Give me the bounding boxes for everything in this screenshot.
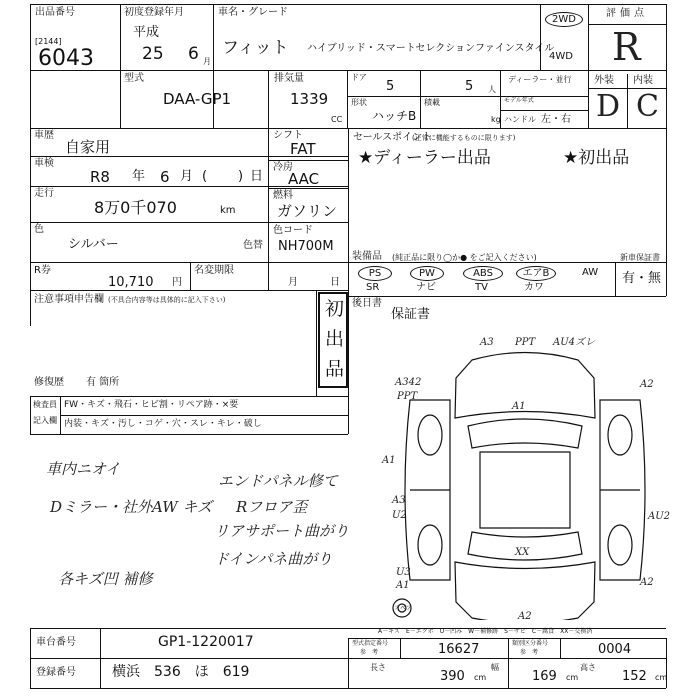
dmg-rear-bumper: A2 <box>518 611 532 622</box>
equip-abs: ABS <box>463 266 503 281</box>
fuel-value: ガソリン <box>277 202 338 220</box>
rule <box>400 638 401 658</box>
length-unit: cm <box>474 673 487 682</box>
shift-value: FAT <box>290 140 316 158</box>
score-exterior: D <box>596 89 621 124</box>
rule <box>30 434 348 435</box>
first-listing-stamp <box>318 292 348 388</box>
dmg-left-front-2: PPT <box>397 391 418 402</box>
dmg-front-3: AU4ズレ <box>553 337 596 348</box>
remark-1: 車内ニオイ <box>46 460 121 478</box>
stamp-char-2: 出 <box>325 328 345 350</box>
drive-2wd: 2WD <box>545 12 583 27</box>
rule <box>348 296 666 297</box>
rule <box>268 188 348 189</box>
car-name-label: 車名・グレード <box>218 7 288 18</box>
warranty-label: 新車保証書 <box>620 253 660 262</box>
car-name: フィット <box>222 38 289 58</box>
displacement-label: 排気量 <box>274 73 304 84</box>
rule <box>348 396 349 434</box>
inspection-day-open: ( <box>202 169 208 184</box>
interior-label: 内装 <box>633 75 653 86</box>
inspection-era: R8 <box>90 168 110 186</box>
diagram-windshield <box>468 419 582 448</box>
plate-value: 横浜 536 ほ 619 <box>112 664 250 680</box>
recycle-label: R券 <box>34 265 51 276</box>
rule <box>347 70 348 128</box>
rule <box>213 4 214 128</box>
rule <box>588 4 589 128</box>
notes-sub: (不具合内容等は具体的に記入下さい) <box>108 296 226 304</box>
reg-year: 25 <box>142 44 164 64</box>
drive-4wd: 4WD <box>549 51 573 62</box>
inspection-label: 車検 <box>34 158 54 169</box>
rule <box>666 4 667 132</box>
rule <box>560 638 561 658</box>
mileage-value: 8万0千070 <box>94 198 177 217</box>
checker-label-2: 記入欄 <box>33 416 57 425</box>
score-label: 評価点 <box>606 8 648 19</box>
equip-leather: カワ <box>524 282 544 293</box>
diagram-wheel <box>418 525 442 565</box>
rule <box>30 396 31 434</box>
sales-point-2: ★初出品 <box>563 148 630 168</box>
sales-label: セールスポイント <box>353 132 433 143</box>
dmg-windshield: A1 <box>512 401 526 412</box>
doors-value: 5 <box>386 79 395 94</box>
equip-pw: PW <box>410 266 444 281</box>
load-unit: kg <box>491 115 501 124</box>
checker-label-1: 検査員 <box>33 400 57 409</box>
model-label: 型式 <box>124 73 144 84</box>
model-year-label: モデル年式 <box>504 97 534 104</box>
color-code-value: NH700M <box>278 239 334 254</box>
dmg-front-2: PPT <box>515 337 536 348</box>
rule <box>30 628 31 688</box>
reg-month-unit: 月 <box>203 57 211 66</box>
warranty-value: 有・無 <box>622 271 662 286</box>
dmg-rear-right: A2 <box>640 577 654 588</box>
repair-value: 有 箇所 <box>86 377 120 388</box>
notes-label: 注意事項申告欄 <box>34 294 104 305</box>
inspection-year-unit: 年 <box>132 169 146 184</box>
sales-point-1: ★ディーラー出品 <box>358 148 491 168</box>
dmg-rear-left-2: A1 <box>396 580 410 591</box>
equipment-note: (純正品に限り◯か● をご記入ください) <box>392 253 537 262</box>
color-change-label: 色替 <box>243 240 263 251</box>
checker-row-1: FW・キズ・飛石・ヒビ割・リペア跡・×要 <box>64 400 239 410</box>
rule <box>30 4 31 326</box>
remark-3: エンドパネル修て <box>218 472 338 490</box>
dmg-right-rear: AU2 <box>648 511 671 522</box>
rule <box>30 4 666 5</box>
equip-aw: AW <box>582 267 599 278</box>
inspection-day-unit: 日 <box>250 169 264 184</box>
height-value: 152 <box>622 669 647 684</box>
rule <box>540 4 541 70</box>
length-label: 長さ <box>370 663 386 672</box>
diagram-wheel <box>418 415 442 455</box>
reg-month: 6 <box>188 44 199 64</box>
rule <box>30 396 348 397</box>
rule <box>268 70 269 128</box>
rule <box>508 638 509 688</box>
rule <box>666 128 667 296</box>
color-label: 色 <box>34 224 44 235</box>
chassis-label: 車台番号 <box>36 637 76 648</box>
score-interior: C <box>636 89 659 124</box>
doors-label: ドア <box>351 73 367 82</box>
rule <box>500 110 588 111</box>
equip-navi: ナビ <box>416 282 436 293</box>
equip-ps: PS <box>358 266 392 281</box>
stamp-char-3: 品 <box>325 358 345 380</box>
color-value: シルバー <box>68 237 119 252</box>
rule <box>30 222 348 223</box>
lot-code: [2144] <box>35 37 62 46</box>
shape-value: ハッチB <box>372 109 417 123</box>
length-value: 390 <box>440 669 465 684</box>
rule <box>60 415 348 416</box>
height-label: 高さ <box>580 663 596 672</box>
diagram-wheel <box>608 525 632 565</box>
dealer-label: ディーラー・並行 <box>508 75 572 84</box>
rule <box>316 290 317 396</box>
chassis-value: GP1-1220017 <box>158 634 254 650</box>
remark-2: Dミラー・社外AW キズ <box>50 498 213 516</box>
checker-row-2: 内装・キズ・汚し・コゲ・穴・スレ・キレ・破し <box>64 419 262 429</box>
model-no-value: 16627 <box>438 642 480 657</box>
category-value: 0004 <box>598 642 632 657</box>
ac-label: 冷房 <box>273 162 293 173</box>
dmg-rear-glass: XX <box>515 547 530 558</box>
spare-label: スペア <box>394 605 413 612</box>
load-label: 積載 <box>424 98 440 107</box>
rule <box>347 96 588 97</box>
dmg-rear-left-1: U3 <box>396 567 411 578</box>
score-overall: R <box>612 25 641 69</box>
history-label: 車歴 <box>34 130 54 141</box>
shift-label: シフト <box>273 130 303 141</box>
shape-label: 形状 <box>351 98 367 107</box>
equip-sr: SR <box>366 282 380 293</box>
rule <box>268 160 348 161</box>
model-no-label: 型式指定番号 <box>352 640 389 647</box>
reg-era: 平成 <box>133 25 160 40</box>
color-code-label: 色コード <box>273 225 313 236</box>
name-change-month: 月 <box>288 277 298 288</box>
remark-4: Rフロア歪 <box>236 498 308 516</box>
inspection-month: 6 <box>160 168 170 186</box>
rule <box>348 638 349 688</box>
later-doc-value: 保証書 <box>391 307 431 322</box>
mileage-unit: km <box>220 205 236 216</box>
dmg-left-rear-1: A3 <box>392 495 406 506</box>
dmg-left-rear-2: U2 <box>392 510 407 521</box>
recycle-value: 10,710 <box>108 275 154 290</box>
category-label: 類別区分番号 <box>512 640 549 647</box>
displacement-unit: CC <box>331 115 343 124</box>
equipment-label: 装備品 <box>352 251 382 262</box>
height-unit: cm <box>655 673 668 682</box>
later-doc-label: 後日書 <box>352 298 382 309</box>
car-grade: ハイブリッド・スマートセレクションファインスタイル <box>307 43 555 54</box>
capacity-unit: 人 <box>488 85 496 94</box>
remark-6: ドインパネ曲がり <box>214 550 333 568</box>
lot-number: 6043 <box>38 46 94 71</box>
ac-value: AAC <box>288 170 320 188</box>
inspection-day-close: ) <box>238 169 244 184</box>
handle-value: 左・右 <box>541 114 571 125</box>
dmg-front-1: A3 <box>480 337 494 348</box>
remark-5: リアサポート曲がり <box>214 522 350 540</box>
repair-label: 修復歴 <box>34 377 64 388</box>
rule <box>348 638 666 639</box>
stamp-char-1: 初 <box>325 298 345 320</box>
reg-date-label: 初度登録年月 <box>124 7 184 18</box>
rule <box>120 4 121 128</box>
lot-label: 出品番号 <box>35 7 75 18</box>
remark-7: 各キズ凹 補修 <box>58 570 153 588</box>
rule <box>420 70 421 128</box>
model-no-ref: 参 考 <box>360 649 379 656</box>
rule <box>100 628 101 688</box>
diagram-wheel <box>608 415 632 455</box>
capacity-value: 5 <box>465 79 474 94</box>
history-value: 自家用 <box>65 138 111 156</box>
sales-note: (正常に機能するものに限ります) <box>412 134 516 142</box>
recycle-unit: 円 <box>172 277 182 288</box>
legend: A－キズ E－エクボ U－凹み W－補修跡 S－サビ C－腐食 XX－交換済 <box>378 628 593 635</box>
width-unit: cm <box>566 673 579 682</box>
mileage-label: 走行 <box>34 188 54 199</box>
name-change-day: 日 <box>330 277 340 288</box>
name-change-label: 名変期限 <box>194 265 234 276</box>
width-label: 幅 <box>491 663 499 672</box>
rule <box>30 290 348 291</box>
fuel-label: 燃料 <box>273 190 293 201</box>
rule <box>190 262 191 290</box>
rule <box>615 262 616 296</box>
plate-label: 登録番号 <box>36 667 76 678</box>
dmg-left-front-1: A342 <box>395 377 422 388</box>
category-ref: 参 考 <box>520 649 539 656</box>
car-diagram <box>390 337 660 620</box>
handle-label: ハンドル <box>504 115 536 124</box>
rule <box>627 74 628 128</box>
equip-tv: TV <box>475 282 488 293</box>
equip-airbag: エアB <box>516 266 556 281</box>
dmg-left-door: A1 <box>382 455 396 466</box>
rule <box>348 128 349 396</box>
dmg-right-front: A2 <box>640 379 654 390</box>
displacement-value: 1339 <box>290 90 329 108</box>
rule <box>268 128 269 290</box>
width-value: 169 <box>532 669 557 684</box>
inspection-month-unit: 月 <box>180 169 194 184</box>
rule <box>30 70 666 71</box>
model-value: DAA-GP1 <box>163 90 232 108</box>
exterior-label: 外装 <box>594 75 614 86</box>
rule <box>30 688 666 689</box>
diagram-roof <box>480 452 570 528</box>
